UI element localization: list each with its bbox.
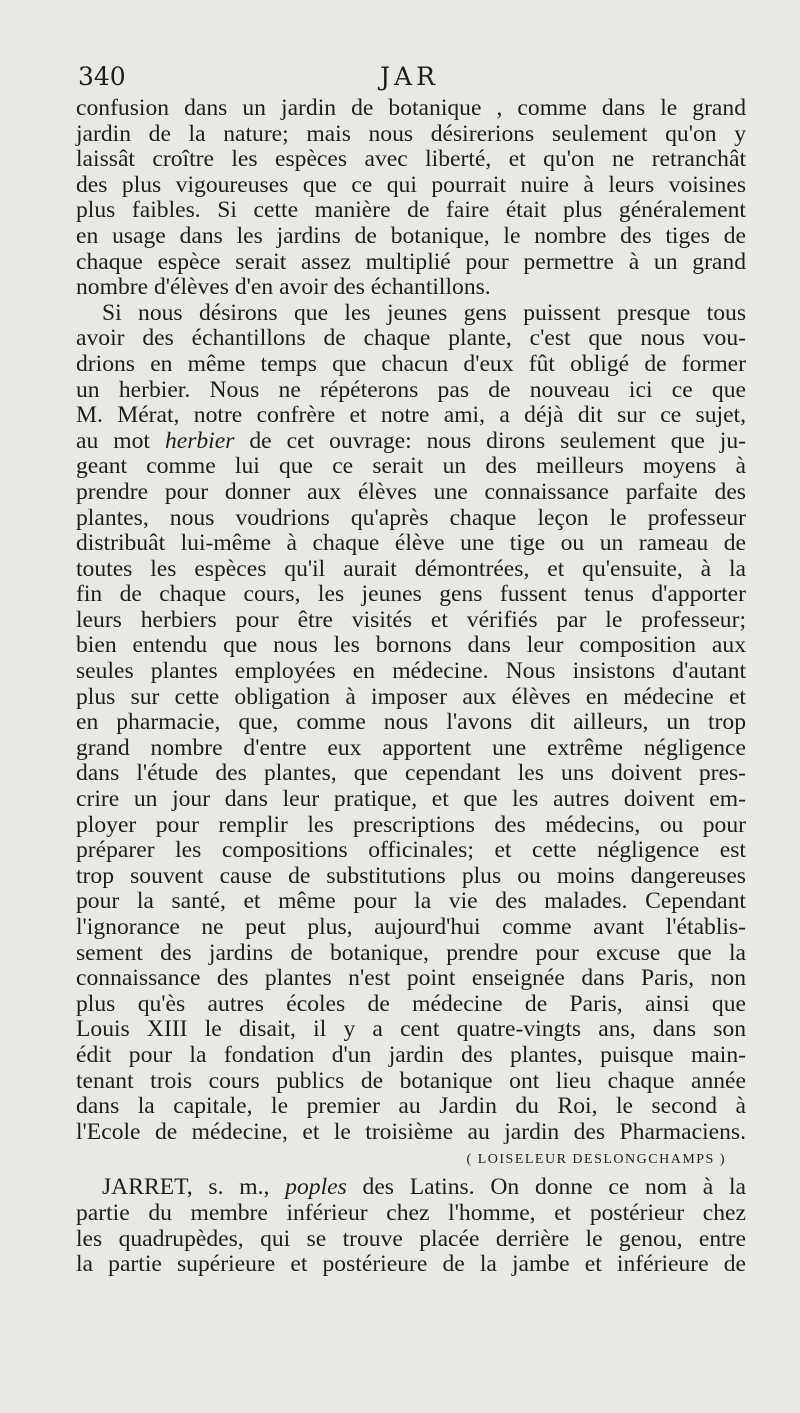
text-line: plus qu'ès autres écoles de médecine de Paris, ainsi que: [76, 990, 746, 1017]
text-run: des Latins. On donne ce nom à la: [346, 1174, 746, 1201]
italic-term: poples: [285, 1174, 347, 1201]
text-line: ployer pour remplir les prescriptions des médecins, ou pour: [76, 811, 746, 838]
paragraph-2: [76, 301, 746, 1146]
text-line: bien entendu que nous les bornons dans leur composition aux: [76, 632, 746, 659]
text-line: chaque espèce serait assez multiplié pour permettre à un grand: [76, 248, 746, 275]
text-line: trop souvent cause de substitutions plus ou moins dangereuses: [76, 862, 746, 889]
text-line: l'ignorance ne peut plus, aujourd'hui comme avant l'établis-: [76, 914, 746, 940]
text-line: plus faibles. Si cette manière de faire était plus généralement: [76, 197, 746, 224]
text-line: leurs herbiers pour être visités et vérifiés par le professeur;: [76, 606, 746, 633]
text-line-with-italic: [76, 429, 746, 455]
text-line: drions en même temps que chacun d'eux fût obligé de former: [76, 350, 746, 377]
page-number: 340: [78, 62, 126, 91]
paragraph-1: [76, 96, 746, 301]
text-line: nombre d'élèves d'en avoir des échantillons.: [76, 274, 491, 301]
text-line: geant comme lui que ce serait un des meilleurs moyens à: [76, 453, 746, 480]
text-line: dans l'étude des plantes, que cependant les uns doivent pres-: [76, 760, 746, 787]
text-line: des plus vigoureuses que ce qui pourrait nuire à leurs voisines: [76, 171, 746, 198]
text-line: distribuât lui-même à chaque élève une tige ou un rameau de: [76, 530, 746, 557]
text-line: l'Ecole de médecine, et le troisième au jardin des Pharmaciens.: [76, 1118, 746, 1145]
text-line: la partie supérieure et postérieure de la jambe et inférieure de: [76, 1251, 746, 1278]
text-run: , s. m.,: [186, 1174, 286, 1201]
text-line: seules plantes employées en médecine. Nous insistons d'autant: [76, 658, 746, 685]
text-line: un herbier. Nous ne répéterons pas de nouveau ici ce que: [76, 376, 746, 403]
text-line: pour la santé, et même pour la vie des malades. Cependant: [76, 888, 746, 915]
text-line: les quadrupèdes, qui se trouve placée derrière le genou, entre: [76, 1225, 746, 1252]
page-header: [78, 62, 746, 96]
text-line: tenant trois cours publics de botanique ont lieu chaque année: [76, 1067, 746, 1094]
text-line: prendre pour donner aux élèves une connaissance parfaite des: [76, 478, 746, 505]
text-line: en usage dans les jardins de botanique, le nombre des tiges de: [76, 222, 746, 249]
text-line: fin de chaque cours, les jeunes gens fussent tenus d'apporter: [76, 581, 746, 608]
text-line: partie du membre inférieur chez l'homme, et postérieur chez: [76, 1199, 746, 1226]
entry-headword: JARRET: [102, 1174, 187, 1201]
text-line: plantes, nous voudrions qu'après chaque leçon le professeur: [76, 504, 746, 531]
text-line: grand nombre d'entre eux apportent une extrême négligence: [76, 734, 746, 761]
text-line: édit pour la fondation d'un jardin des plantes, puisque main-: [76, 1041, 746, 1068]
text-line: connaissance des plantes n'est point enseignée dans Paris, non: [76, 965, 746, 992]
text-line: sement des jardins de botanique, prendre pour excuse que la: [76, 939, 746, 966]
text-line: plus sur cette obligation à imposer aux élèves en médecine et: [76, 683, 746, 710]
text-line: préparer les compositions officinales; et cette négligence est: [76, 837, 746, 864]
text-line: en pharmacie, que, comme nous l'avons dit ailleurs, un trop: [76, 709, 746, 736]
italic-term: herbier: [164, 427, 235, 454]
text-run: de cet ouvrage: nous dirons seulement que ju-: [234, 427, 747, 454]
author-attribution: ( LOISELEUR DESLONGCHAMPS ): [466, 1152, 726, 1168]
text-run: au mot: [76, 427, 165, 454]
text-line: laissât croître les espèces avec liberté, et qu'on ne retranchât: [76, 146, 746, 173]
paragraph-3: [76, 1175, 746, 1277]
text-line: Louis XIII le disait, il y a cent quatre-vingts ans, dans son: [76, 1016, 746, 1043]
text-line: M. Mérat, notre confrère et notre ami, a déjà dit sur ce sujet,: [76, 402, 746, 429]
text-line: crire un jour dans leur pratique, et que les autres doivent em-: [76, 786, 746, 813]
running-head: JAR: [380, 62, 439, 91]
text-line: jardin de la nature; mais nous désirerions seulement qu'on y: [76, 120, 746, 147]
text-line: confusion dans un jardin de botanique , comme dans le grand: [76, 95, 746, 121]
text-line: Si nous désirons que les jeunes gens puissent presque tous: [102, 299, 746, 326]
body-text: [76, 96, 746, 1278]
text-line: toutes les espèces qu'il aurait démontrées, et qu'ensuite, à la: [76, 555, 746, 582]
entry-headword-line: [76, 1175, 746, 1201]
text-line: avoir des échantillons de chaque plante, c'est que nous vou-: [76, 325, 746, 352]
text-line: dans la capitale, le premier au Jardin du Roi, le second à: [76, 1093, 746, 1120]
